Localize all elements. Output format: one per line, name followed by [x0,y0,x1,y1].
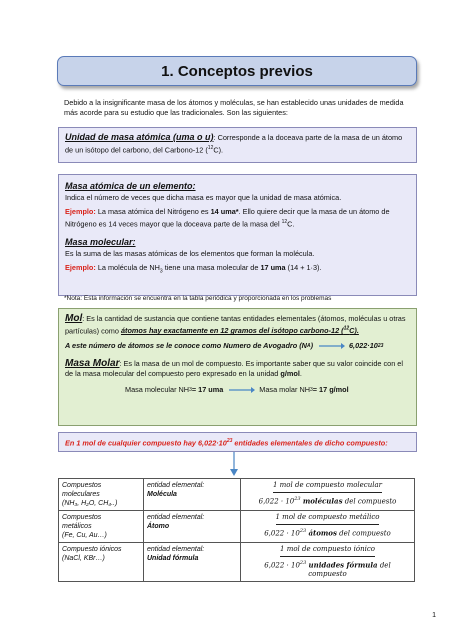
uma-box [58,127,417,163]
compound-type-line: moleculares [62,491,100,498]
avogadro-value: 6,022·10 [349,341,378,351]
mol-bold-tail: C). [349,326,359,336]
masa-molar-heading: Masa Molar [65,358,120,370]
masa-box [58,174,417,296]
den-pre: 6,022 · 10 [264,561,300,570]
avogadro-tail: ) [310,341,313,351]
example-bold: 17 uma [260,263,286,273]
masa-molar-definition [65,359,410,379]
den-sup: 23 [299,560,307,566]
den-post: del compuesto [308,561,391,579]
example-tail: (14 + 1·3). [285,263,322,273]
masa-molar-example [125,385,410,395]
compound-type-line: metálicos [62,523,92,530]
compound-type-line: Compuesto iónicos [62,546,122,553]
den-sup: 23 [294,496,301,502]
entity-value: Átomo [147,523,170,530]
down-arrow-icon [228,452,240,476]
avogadro-text: A este número de átomos se le conoce como Numero de Avogadro (N [65,341,307,351]
uma-heading: Unidad de masa atómica (uma o u) [65,132,214,142]
fraction-denominator [244,493,411,506]
fraction-denominator [244,557,411,579]
example-label: Ejemplo: [65,263,96,273]
equiv-sup: 23 [226,438,233,444]
compound-type-line: Compuestos [62,514,102,521]
page-title: 1. Conceptos previos [161,62,313,80]
ex-right: Masa molar NH [259,385,310,395]
example-label: Ejemplo: [65,207,96,216]
compound-type-cell [59,543,144,582]
masa-atomica-heading: Masa atómica de un elemento: [65,181,196,191]
den-bold: moléculas [302,496,343,506]
example-tail: C. [287,219,295,229]
entity-value: Unidad fórmula [147,555,199,562]
example-text-2: tiene una masa molecular de [162,263,261,273]
masa-molar-text: : Es la masa de un mol de compuesto. Es importante saber que su valor coincide con el de la masa molecular del compuesto pero expresado en la unidad [65,359,403,379]
table-row [59,511,415,543]
uma-text: : Corresponde a la doceava parte de la masa de un átomo de un isótopo del carbono, del Carbono-12 ( [65,133,403,155]
right-arrow-icon [227,385,255,395]
intro-paragraph: Debido a la insignificante masa de los átomos y moléculas, se han establecido unas unidades de medida más acorde para su estudio que las tradicionales. Son las siguientes: [64,98,404,117]
masa-molar-unit: g/mol [280,369,300,379]
example-text: La masa atómica del Nitrógeno es [95,207,211,216]
mol-bold [121,326,359,335]
table-row [59,543,415,582]
example-sup: 12 [281,219,288,225]
fraction-cell [241,543,415,582]
den-pre: 6,022 · 10 [264,529,300,538]
fraction-numerator: 1 mol de compuesto metálico [276,513,380,525]
compound-type-cell [59,511,144,543]
den-sup: 23 [299,528,307,534]
mol-bold-text: átomos hay exactamente en 12 gramos del isótopo carbono-12 ( [120,326,344,336]
masa-molar-tail: . [299,369,302,379]
ex-left-val: = 17 uma [191,385,224,395]
entity-label: entidad elemental: [147,482,205,489]
masa-molecular-heading: Masa molecular: [65,237,136,248]
example-bold: 14 uma* [210,207,239,216]
compound-type-line: (NaCl, KBr…) [62,555,105,562]
avogadro-exp: 23 [377,343,384,350]
entity-value: Molécula [147,491,177,498]
right-arrow-icon [317,341,345,351]
fraction-numerator: 1 mol de compuesto molecular [273,481,382,493]
compound-type-line: (Fe, Cu, Au…) [62,532,107,539]
example-sub: 3 [159,268,163,275]
note-text: *Nota: Esta información se encuentra en la tabla periódica y proporcionada en los problemas [64,295,332,302]
entity-cell [144,479,241,511]
den-bold: átomos [308,528,337,538]
ex-right-sub: 3 [309,387,313,394]
masa-molecular-example [65,263,410,276]
page-number: 1 [432,612,436,619]
ex-right-val: = 17 g/mol [312,385,349,395]
mol-box [58,308,417,426]
equiv-text-1: En 1 mol de cualquier compuesto hay 6,022·10 [65,438,227,448]
den-pre: 6,022 · 10 [258,497,295,506]
uma-definition [59,128,416,159]
avogadro-line [65,341,410,351]
den-post: del compuesto [342,497,397,506]
masa-atomica-example [65,207,410,229]
masa-atomica-text: Indica el número de veces que dicha masa es mayor que la unidad de masa atómica. [65,193,342,202]
entity-cell [144,543,241,582]
uma-tail: C). [213,145,224,155]
mol-definition [65,314,410,336]
ex-left-sub: 3 [189,387,192,394]
equiv-box [58,432,417,452]
fraction-numerator: 1 mol de compuesto iónico [280,545,375,557]
ex-left: Masa molecular NH [125,385,190,395]
compound-table [58,478,415,582]
compound-type-cell [59,479,144,511]
fraction-cell [241,511,415,543]
avogadro-sub: A [306,343,311,350]
den-bold: unidades fórmula [308,560,378,570]
compound-type-line: (NH₃, H₂O, CH₄..) [62,500,118,507]
mol-text: : Es la cantidad de sustancia que contiene tantas entidades elementales (átomos, moléculas u otras partículas) como [65,314,406,336]
den-post: del compuesto [336,529,391,538]
title-banner [57,56,417,86]
mol-heading: Mol [65,313,83,324]
compound-type-line: Compuestos [62,482,102,489]
mol-bold-sup: 12 [343,326,350,332]
table-row [59,479,415,511]
entity-cell [144,511,241,543]
masa-molecular-text: Es la suma de las masas atómicas de los elementos que forman la molécula. [65,249,315,259]
fraction-denominator [244,525,411,538]
uma-sup: 12 [207,145,214,151]
entity-label: entidad elemental: [147,514,205,521]
equiv-text [59,433,416,451]
example-text-2: . Ello quiere decir que la masa de un átomo de Nitrógeno es 14 veces mayor que la doceava parte de la masa del [65,207,390,229]
entity-label: entidad elemental: [147,546,205,553]
fraction-cell [241,479,415,511]
example-text: La molécula de NH [95,263,160,273]
equiv-text-2: entidades elementales de dicho compuesto: [232,438,388,448]
